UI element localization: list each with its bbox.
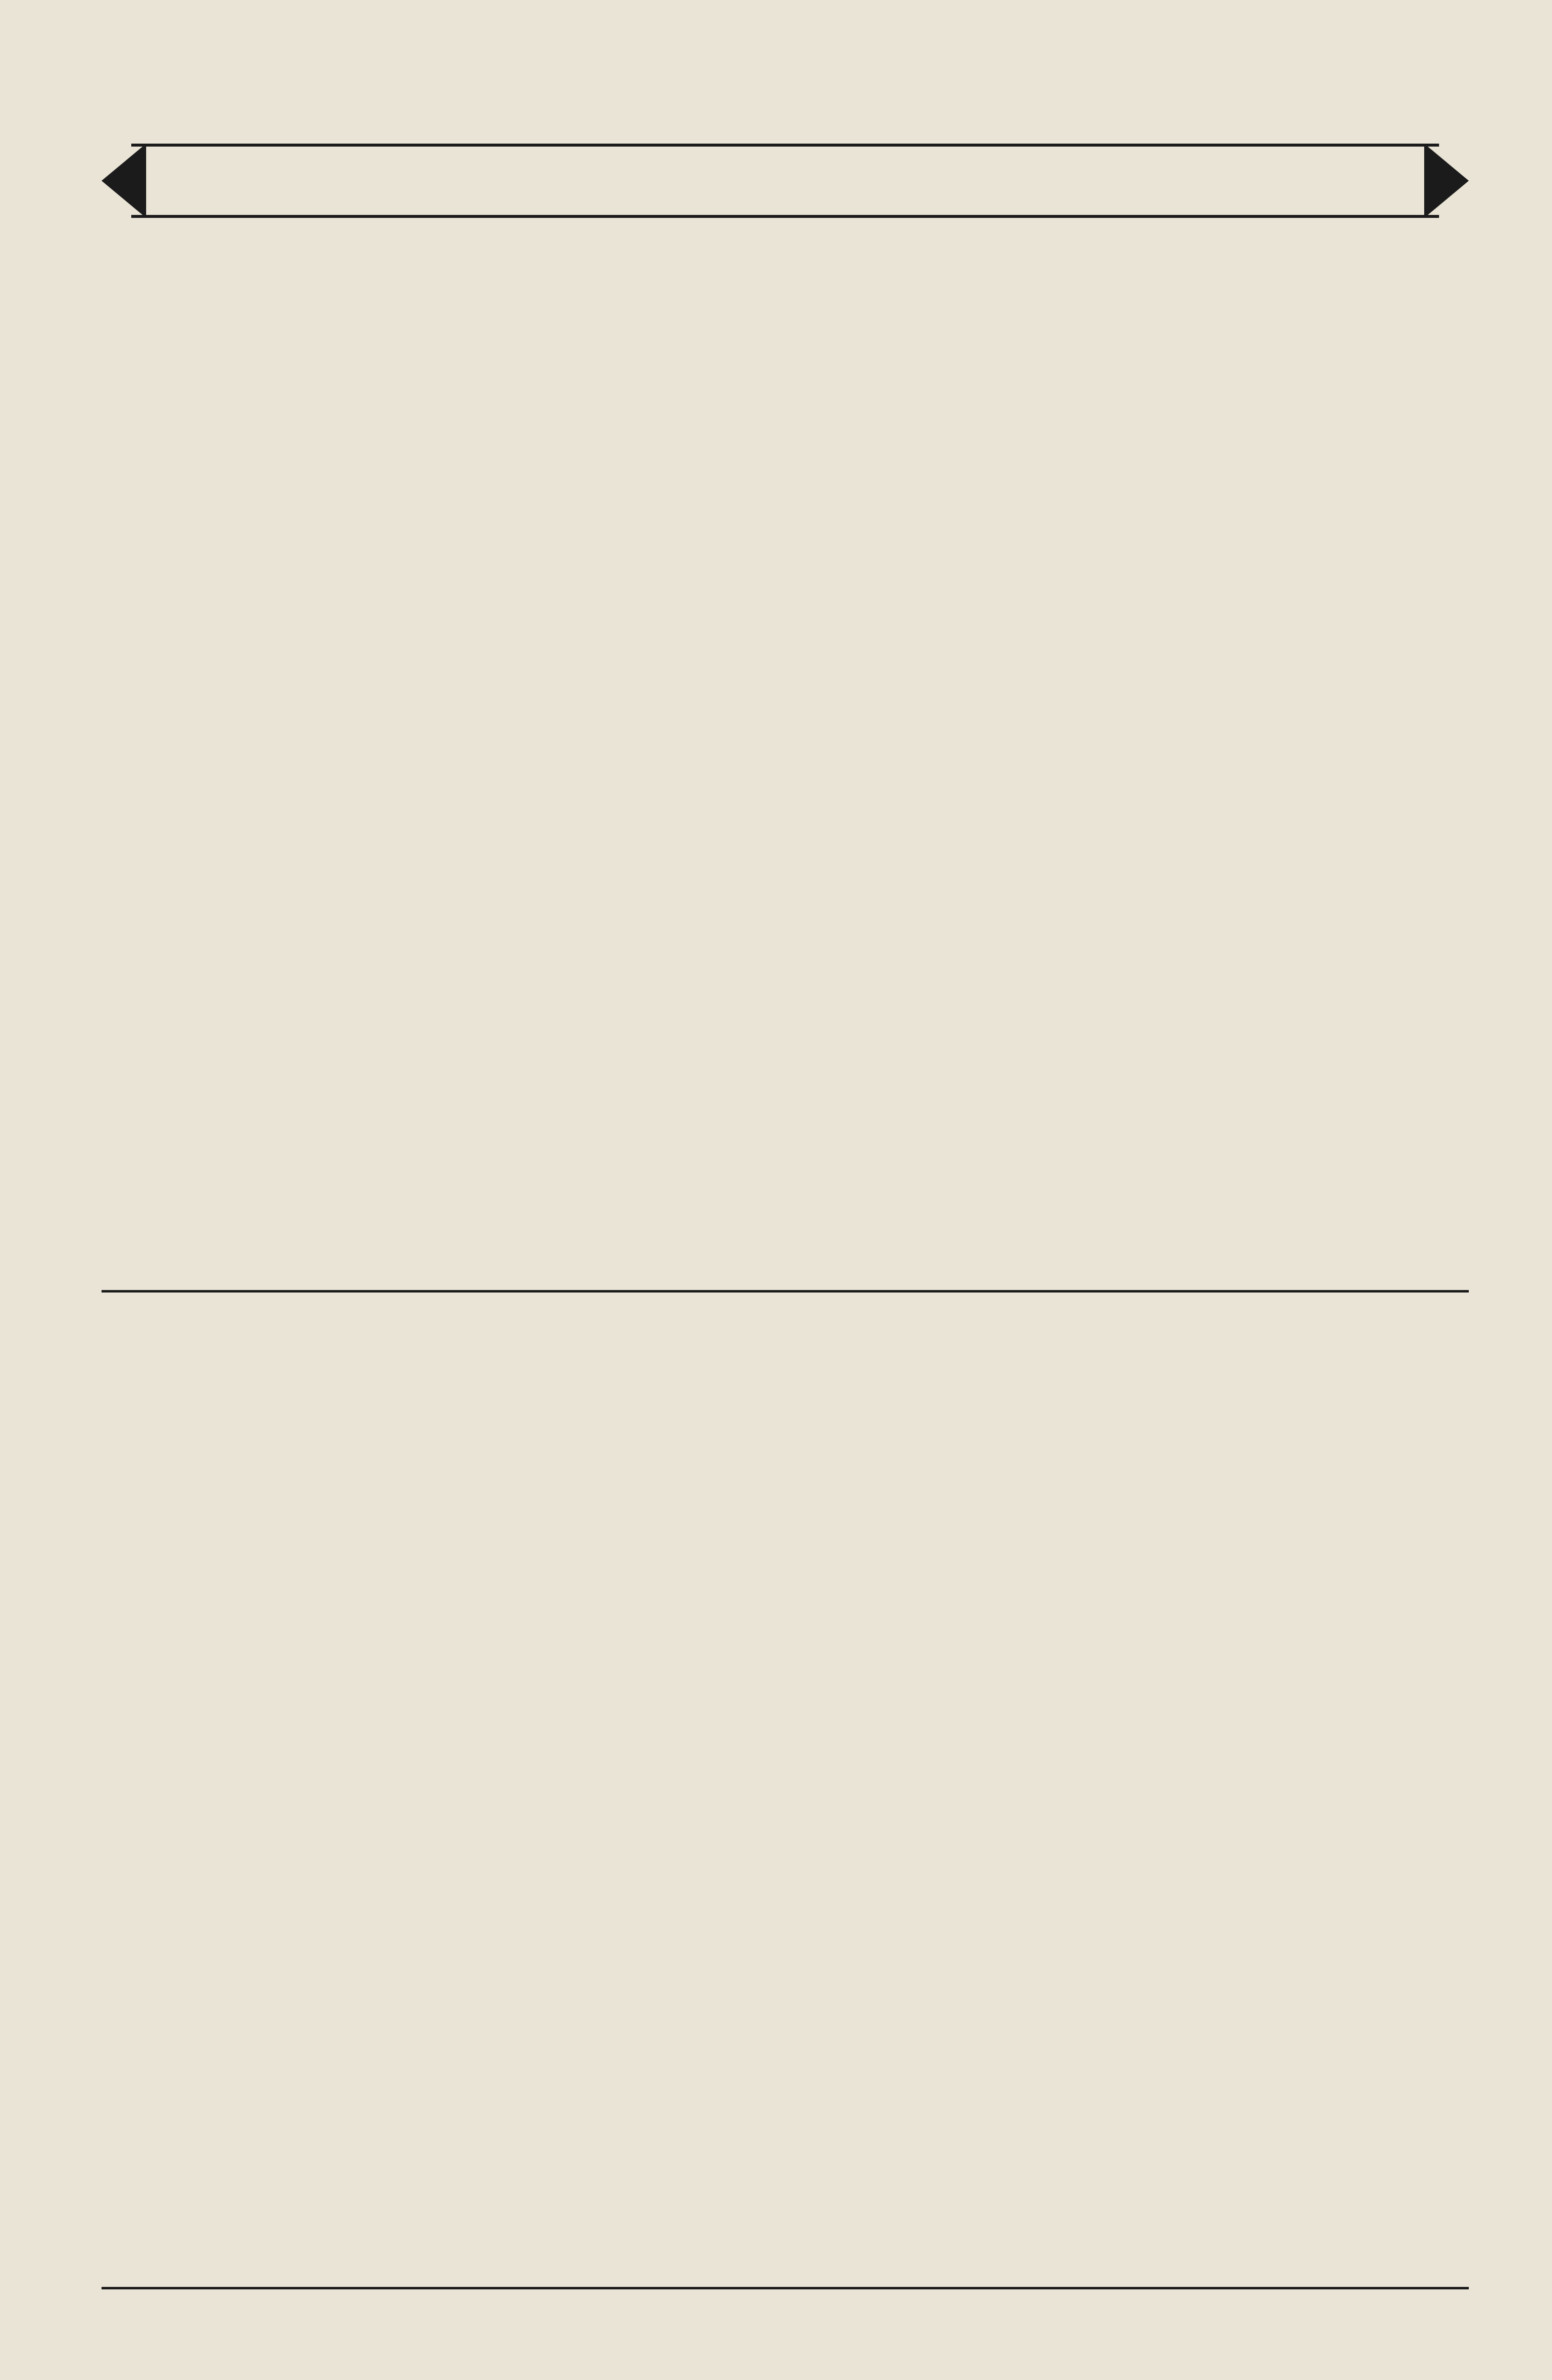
masthead bbox=[102, 124, 1469, 223]
bottom-section bbox=[102, 1293, 1469, 2288]
masthead-bottom-rule bbox=[131, 215, 1439, 218]
footer-rule bbox=[102, 2287, 1469, 2289]
left-arrow-icon bbox=[102, 144, 146, 218]
imprint-footer bbox=[102, 2290, 1469, 2320]
price-right bbox=[1256, 146, 1404, 149]
price-left bbox=[166, 146, 315, 149]
right-arrow-icon bbox=[1424, 144, 1469, 218]
classified-sheet bbox=[102, 124, 1469, 2323]
masthead-top-rule bbox=[131, 144, 1439, 147]
